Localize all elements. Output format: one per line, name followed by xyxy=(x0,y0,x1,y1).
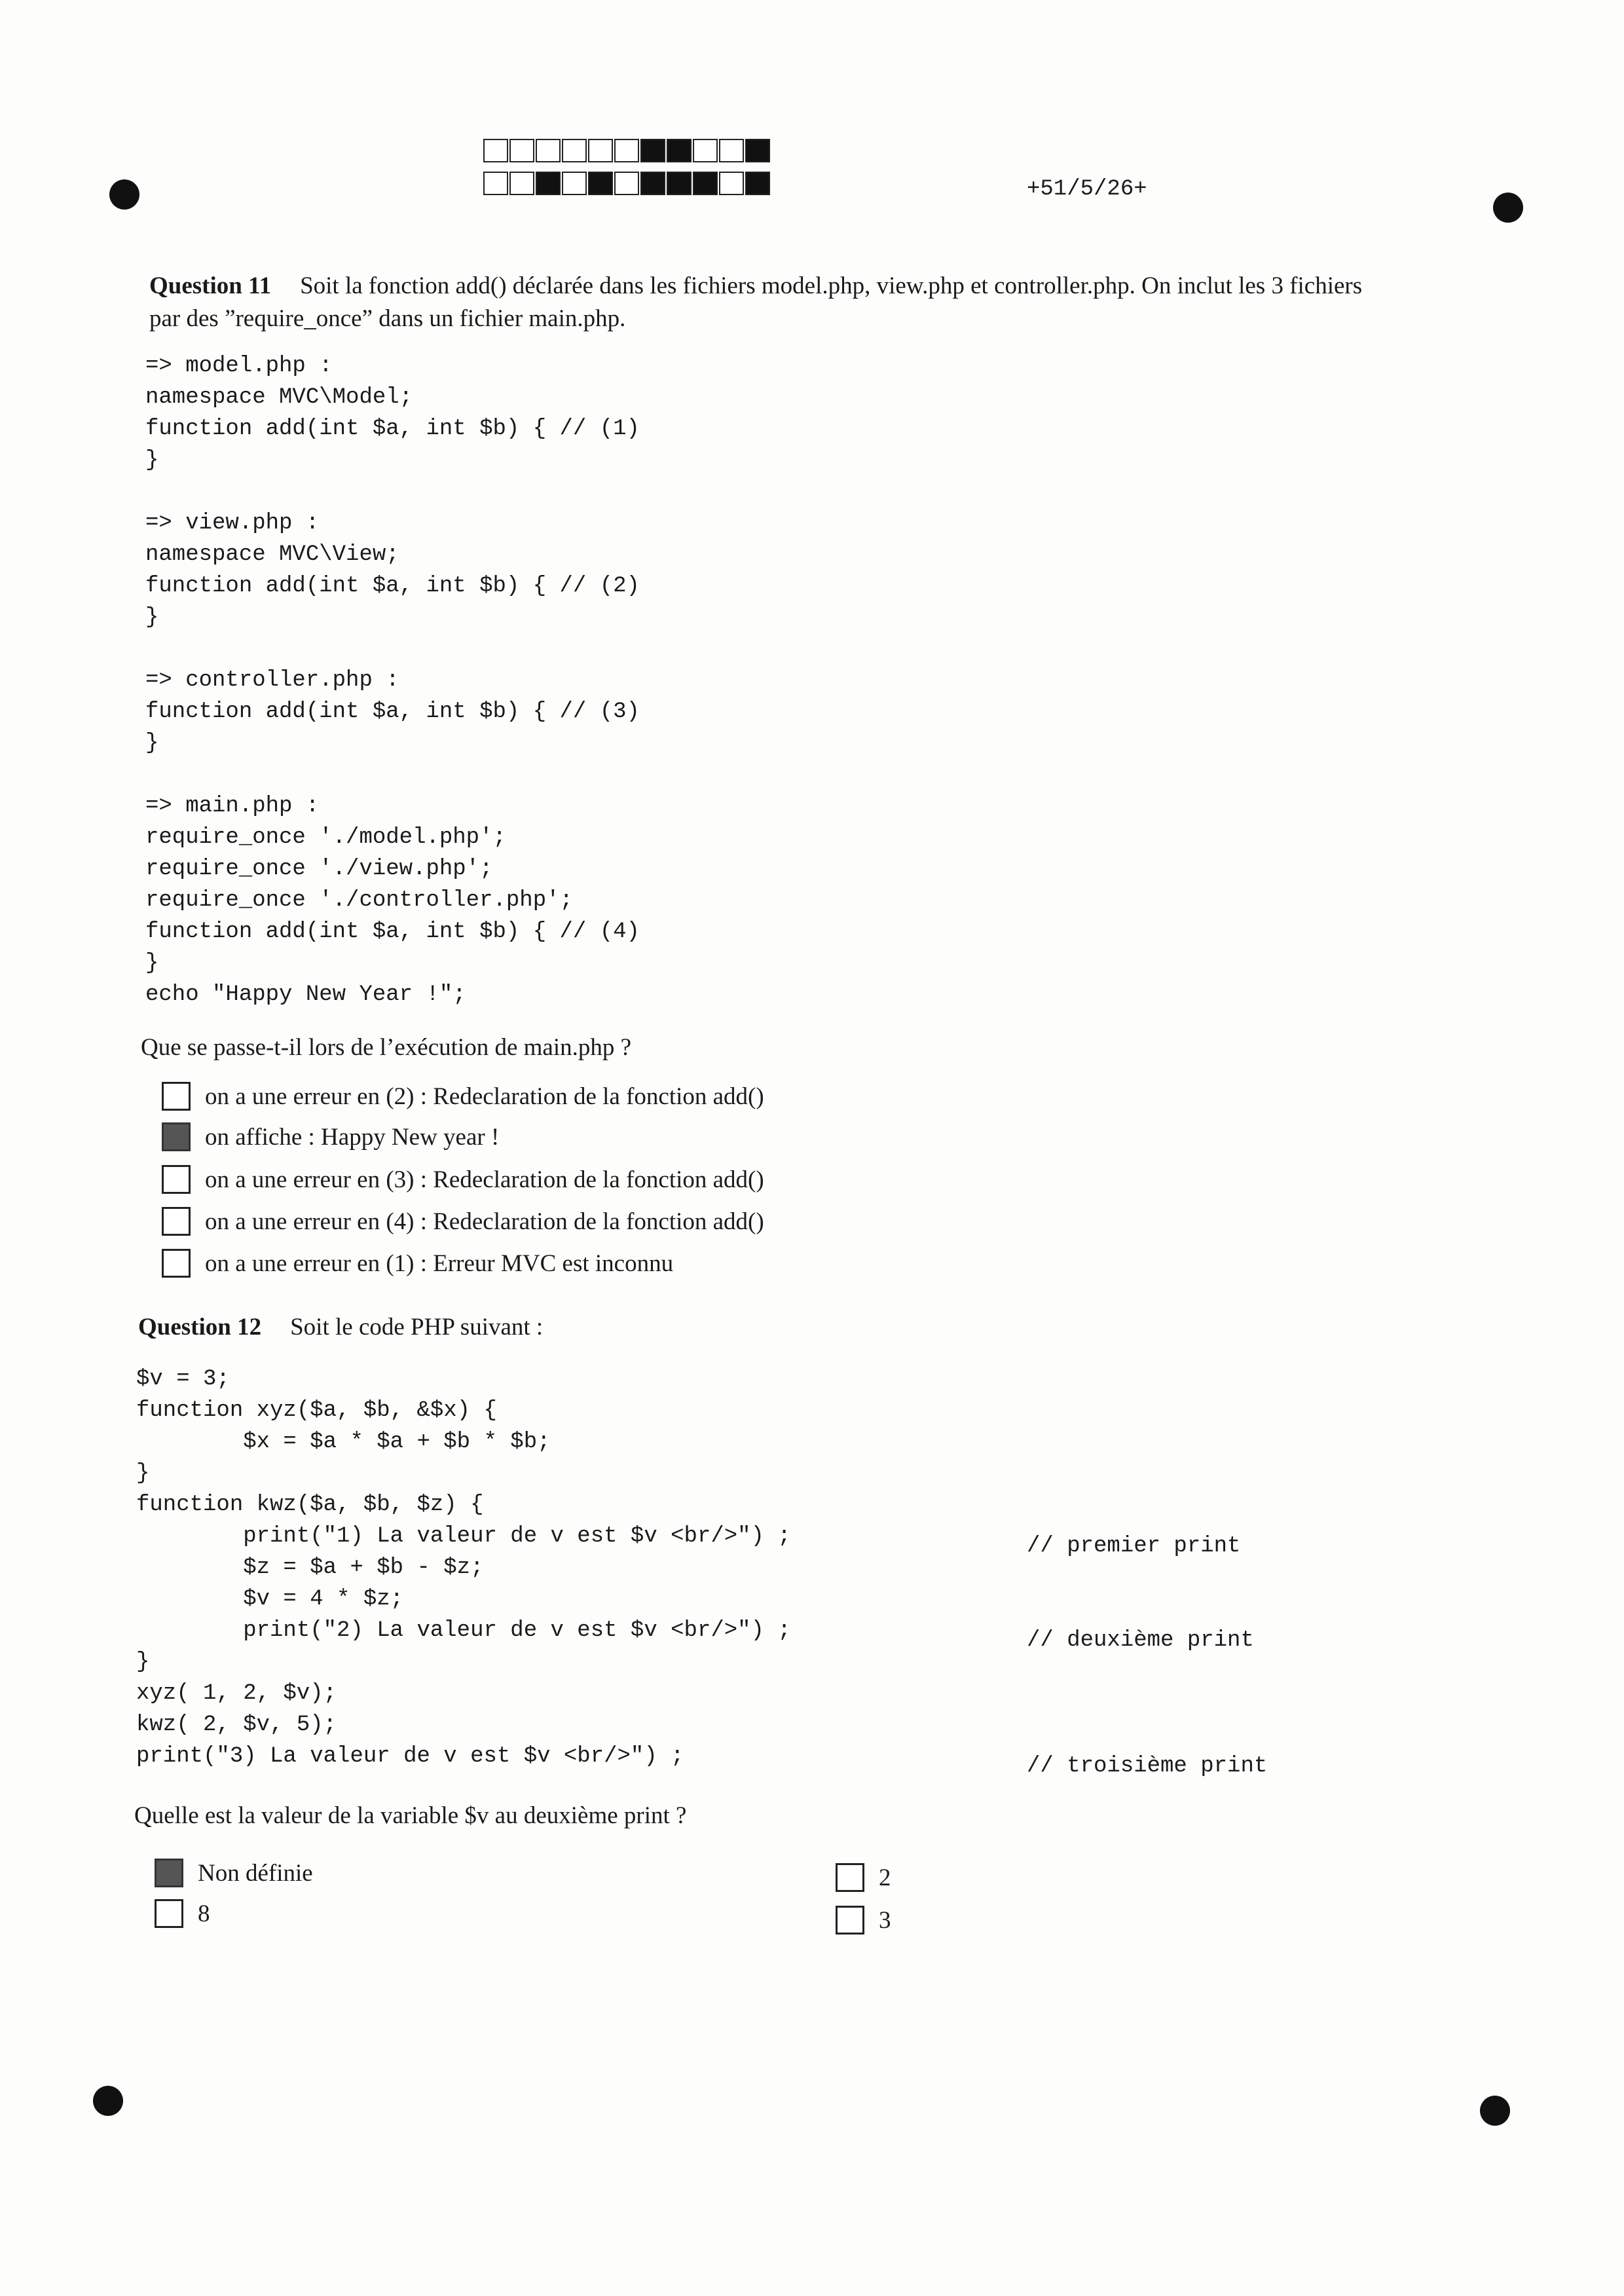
question-11-option-3[interactable] xyxy=(162,1165,764,1194)
registration-mark-top-right xyxy=(1493,193,1523,223)
page-id: +51/5/26+ xyxy=(1027,177,1147,202)
question-11-number: Question 11 xyxy=(149,272,272,299)
checkbox[interactable] xyxy=(155,1899,183,1928)
question-11-code: => model.php : namespace MVC\Model; function add(int $a, int $b) { // (1) } => view.php : namespace MVC\View; function add(int $a, int $b) { // (2) } => controller.php : function add(int $a, int $b) { // (3) } => main.php : require_once './model.php'; require_once './view.php'; require_once './controller.php'; function add(int $a, int $b) { // (4) } echo "Happy New Year !"; xyxy=(145,354,640,1007)
checkbox[interactable] xyxy=(162,1207,191,1236)
checkbox[interactable] xyxy=(162,1165,191,1194)
checkbox[interactable] xyxy=(836,1863,864,1892)
option-label: 2 xyxy=(879,1864,891,1891)
question-11-intro xyxy=(149,270,1511,303)
question-11-option-5[interactable] xyxy=(162,1249,673,1278)
question-12-intro-text: Soit le code PHP suivant : xyxy=(290,1314,544,1341)
option-label: 3 xyxy=(879,1906,891,1934)
option-label: Non définie xyxy=(198,1859,313,1887)
question-11-intro-line2: par des ”require_once” dans un fichier main.php. xyxy=(149,305,626,332)
question-12-option-non-definie[interactable] xyxy=(155,1859,313,1887)
option-label: on a une erreur en (1) : Erreur MVC est inconnu xyxy=(205,1250,674,1277)
barcode-row-top xyxy=(483,139,771,165)
checkbox[interactable] xyxy=(162,1082,191,1111)
comment-troisieme-print: // troisième print xyxy=(1027,1754,1268,1779)
question-12-prompt: Quelle est la valeur de la variable $v au deuxième print ? xyxy=(134,1802,687,1829)
registration-mark-bottom-left xyxy=(93,2086,123,2116)
question-11-prompt: Que se passe-t-il lors de l’exécution de main.php ? xyxy=(141,1034,632,1061)
question-12-number: Question 12 xyxy=(138,1314,262,1341)
question-12-intro xyxy=(138,1311,543,1344)
question-12-option-8[interactable] xyxy=(155,1899,210,1928)
question-11-intro-line1: Soit la fonction add() déclarée dans les fichiers model.php, view.php et controller.php. On inclut les 3 fichiers xyxy=(300,272,1363,299)
option-label: on a une erreur en (3) : Redeclaration de la fonction add() xyxy=(205,1166,764,1193)
question-11-option-4[interactable] xyxy=(162,1207,764,1236)
question-12-code: $v = 3; function xyz($a, $b, &$x) { $x = $a * $a + $b * $b; } function kwz($a, $b, $z) { print("1) La valeur de v est $v <br/>") ; $z = $a + $b - $z; $v = 4 * $z; print("2) La valeur de v est $v <br/>") ; } xyz( 1, 2, $v); kwz( 2, $v, 5); print("3) La valeur de v est $v <br/>") ; xyxy=(136,1367,791,1769)
comment-premier-print: // premier print xyxy=(1027,1534,1241,1559)
checkbox[interactable] xyxy=(162,1249,191,1278)
comment-deuxieme-print: // deuxième print xyxy=(1027,1628,1254,1653)
registration-mark-bottom-right xyxy=(1480,2096,1510,2126)
option-label: on a une erreur en (2) : Redeclaration de la fonction add() xyxy=(205,1083,764,1110)
barcode-row-bottom xyxy=(483,172,771,198)
option-label: on affiche : Happy New year ! xyxy=(205,1123,500,1151)
question-11-option-2[interactable] xyxy=(162,1122,499,1151)
question-12-option-2[interactable] xyxy=(836,1863,891,1892)
checkbox[interactable] xyxy=(836,1906,864,1935)
checkbox-checked[interactable] xyxy=(162,1122,191,1151)
question-11-option-1[interactable] xyxy=(162,1082,764,1111)
option-label: 8 xyxy=(198,1900,210,1927)
question-12-option-3[interactable] xyxy=(836,1906,891,1935)
option-label: on a une erreur en (4) : Redeclaration de la fonction add() xyxy=(205,1208,764,1235)
registration-mark-top-left xyxy=(109,179,139,210)
checkbox-checked[interactable] xyxy=(155,1859,183,1887)
